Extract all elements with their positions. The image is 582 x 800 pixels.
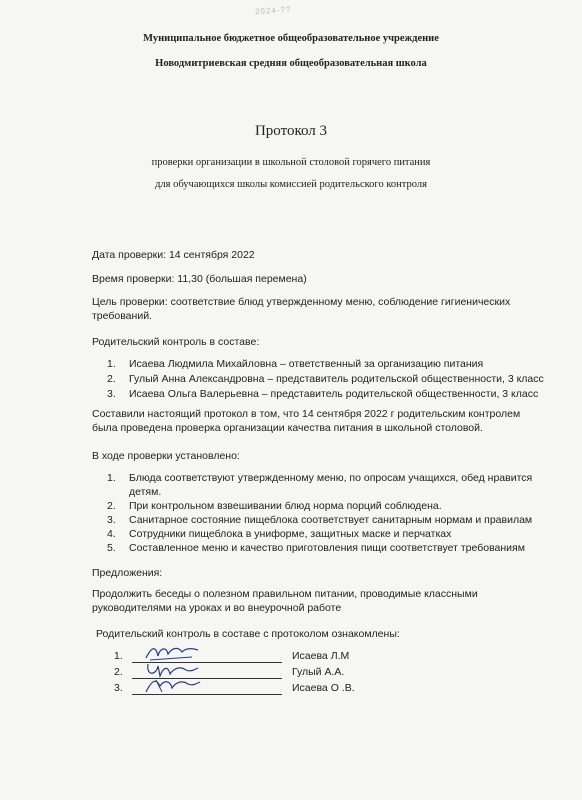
signatory-name: Исаева О .В.	[292, 682, 355, 694]
list-item: 3. Исаева Ольга Валерьевна – представитель родительской общественности, 3 класс	[107, 388, 539, 400]
members-list	[107, 357, 557, 402]
organization-name-line2: Новодмитриевская средняя общеобразовательная школа	[155, 58, 427, 69]
findings-label: В ходе проверки установлено:	[92, 450, 240, 462]
list-item: 3. Санитарное состояние пищеблока соответствует санитарным нормам и правилам	[107, 514, 533, 526]
acknowledgement-line: Родительский контроль в составе с протоколом ознакомлены:	[96, 628, 400, 640]
list-item: 1. Блюда соответствуют утвержденному меню, по опросам учащихся, обед нравится детям.	[107, 472, 533, 498]
document-subtitle-line2: для обучающихся школы комиссией родительского контроля	[155, 179, 427, 190]
organization-name-line1: Муниципальное бюджетное общеобразовательное учреждение	[143, 33, 439, 44]
drawn-up-paragraph: Составили настоящий протокол в том, что 14 сентября 2022 г родительским контролем была проведена проверка организации качества питания в школьной столовой.	[92, 408, 521, 434]
signatory-name: Гулый А.А.	[292, 666, 345, 678]
findings-list	[107, 471, 547, 555]
composition-label: Родительский контроль в составе:	[92, 336, 260, 348]
list-item: 2. Гулый Анна Александровна – представитель родительской общественности, 3 класс	[107, 373, 544, 385]
proposals-text: Продолжить беседы о полезном правильном питании, проводимые классными руководителями на уроках и во внеурочной работе	[92, 588, 478, 614]
handwritten-signature	[142, 674, 202, 696]
proposals-label: Предложения:	[92, 567, 163, 579]
list-item: 4. Сотрудники пищеблока в униформе, защитных маске и перчатках	[107, 528, 452, 540]
signature-row: 2. Гулый А.А.	[114, 666, 414, 682]
list-item: 2. При контрольном взвешивании блюд норма порций соблюдена.	[107, 500, 442, 512]
list-item: 1. Исаева Людмила Михайловна – ответственный за организацию питания	[107, 358, 484, 370]
inspection-time: Время проверки: 11,30 (большая перемена)	[92, 273, 307, 285]
inspection-date: Дата проверки: 14 сентября 2022	[92, 249, 255, 261]
faded-stamp: 2024-??	[254, 4, 292, 17]
signature-row: 1. Исаева Л.М	[114, 650, 414, 666]
signatory-name: Исаева Л.М	[292, 650, 350, 662]
list-item: 5. Составленное меню и качество приготовления пищи соответствует требованиям	[107, 542, 525, 554]
inspection-goal: Цель проверки: соответствие блюд утвержденному меню, соблюдение гигиенических требований.	[92, 296, 511, 322]
document-title: Протокол 3	[254, 123, 328, 139]
document-subtitle-line1: проверки организации в школьной столовой горячего питания	[151, 157, 431, 168]
signature-row: 3. Исаева О .В.	[114, 682, 414, 698]
